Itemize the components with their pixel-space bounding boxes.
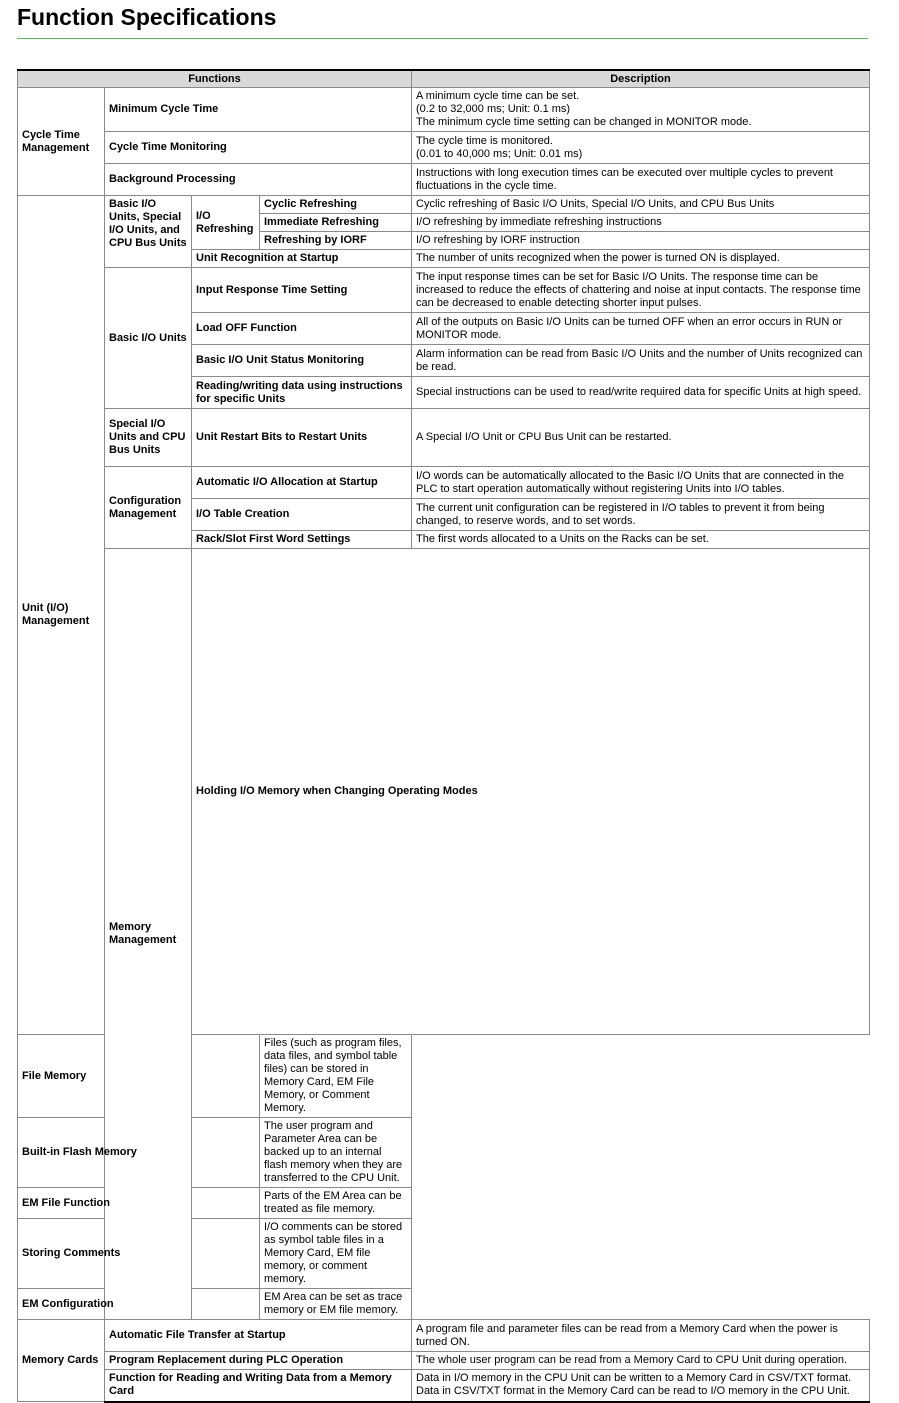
function-input-response-time-setting: Input Response Time Setting <box>192 268 412 313</box>
description-cycle-time-monitoring <box>412 132 870 164</box>
description-io-table-creation: The current unit configuration can be registered in I/O tables to prevent it from being changed, to reserve words, and to set words. <box>412 499 870 531</box>
description-rack-slot-first-word-settings: The first words allocated to a Units on the Racks can be set. <box>412 531 870 549</box>
description-immediate-refreshing: I/O refreshing by immediate refreshing instructions <box>412 214 870 232</box>
function-unit-restart-bits: Unit Restart Bits to Restart Units <box>192 409 412 467</box>
function-built-in-flash-memory: Built-in Flash Memory <box>18 1118 260 1188</box>
description-minimum-cycle-time <box>412 88 870 132</box>
table-row <box>18 196 870 214</box>
header-description: Description <box>412 70 870 88</box>
table-row <box>18 268 870 313</box>
header-functions: Functions <box>18 70 412 88</box>
description-line: Data in CSV/TXT format in the Memory Card can be read to I/O memory in the CPU Unit. <box>416 1385 850 1398</box>
table-row <box>18 1188 870 1219</box>
function-immediate-refreshing: Immediate Refreshing <box>260 214 412 232</box>
subgroup-configuration-management: Configuration Management <box>105 467 192 549</box>
description-file-memory: Files (such as program files, data files, and symbol table files) can be stored in Memory Card, EM File Memory, or Comment Memory. <box>260 1035 412 1118</box>
description-background-processing: Instructions with long execution times can be executed over multiple cycles to prevent fluctuations in the cycle time. <box>412 164 870 196</box>
function-cyclic-refreshing: Cyclic Refreshing <box>260 196 412 214</box>
description-basic-io-unit-status-monitoring: Alarm information can be read from Basic I/O Units and the number of Units recognized can be read. <box>412 345 870 377</box>
function-specifications-table <box>17 69 870 1403</box>
description-refreshing-by-iorf: I/O refreshing by IORF instruction <box>412 232 870 250</box>
page-title: Function Specifications <box>17 4 277 30</box>
group-cycle-time-management: Cycle Time Management <box>18 88 105 196</box>
table-row <box>18 88 870 132</box>
table-row <box>18 1370 870 1402</box>
table-row <box>18 1118 870 1188</box>
function-em-configuration: EM Configuration <box>18 1289 260 1320</box>
function-program-replacement: Program Replacement during PLC Operation <box>105 1352 412 1370</box>
description-em-file-function: Parts of the EM Area can be treated as file memory. <box>260 1188 412 1219</box>
description-em-configuration: EM Area can be set as trace memory or EM file memory. <box>260 1289 412 1320</box>
table-row <box>18 1289 870 1320</box>
function-basic-io-unit-status-monitoring: Basic I/O Unit Status Monitoring <box>192 345 412 377</box>
group-memory-cards: Memory Cards <box>18 1320 105 1402</box>
description-input-response-time-setting: The input response times can be set for Basic I/O Units. The response time can be increased to reduce the effects of chattering and noise at input contacts. The response time can be decreased to enable detecting shorter input pulses. <box>412 268 870 313</box>
function-refreshing-by-iorf: Refreshing by IORF <box>260 232 412 250</box>
function-load-off-function: Load OFF Function <box>192 313 412 345</box>
table-row <box>18 132 870 164</box>
group-unit-io-management: Unit (I/O) Management <box>18 196 105 1035</box>
table-row <box>18 1035 870 1118</box>
function-reading-writing-memory-card: Function for Reading and Writing Data from a Memory Card <box>105 1370 412 1402</box>
description-line: The cycle time is monitored. <box>416 134 553 147</box>
subgroup-io-refreshing: I/O Refreshing <box>192 196 260 250</box>
table-row <box>18 164 870 196</box>
function-cycle-time-monitoring: Cycle Time Monitoring <box>105 132 412 164</box>
table-row <box>18 1219 870 1289</box>
function-automatic-file-transfer: Automatic File Transfer at Startup <box>105 1320 412 1352</box>
function-minimum-cycle-time: Minimum Cycle Time <box>105 88 412 132</box>
description-line: (0.01 to 40,000 ms; Unit: 0.01 ms) <box>416 147 583 160</box>
subgroup-special-io-cpu-bus-units: Special I/O Units and CPU Bus Units <box>105 409 192 467</box>
function-storing-comments: Storing Comments <box>18 1219 260 1289</box>
table-row <box>18 467 870 499</box>
description-line: The minimum cycle time setting can be changed in MONITOR mode. <box>416 116 752 128</box>
description-reading-writing-memory-card <box>412 1370 870 1402</box>
title-divider <box>17 38 868 39</box>
description-built-in-flash-memory: The user program and Parameter Area can be backed up to an internal flash memory when they are transferred to the CPU Unit. <box>260 1118 412 1188</box>
description-unit-recognition-at-startup: The number of units recognized when the power is turned ON is displayed. <box>412 250 870 268</box>
function-background-processing: Background Processing <box>105 164 412 196</box>
subgroup-basic-io-units: Basic I/O Units <box>105 268 192 409</box>
table-row <box>18 1352 870 1370</box>
description-storing-comments: I/O comments can be stored as symbol table files in a Memory Card, EM file memory, or comment memory. <box>260 1219 412 1289</box>
group-memory-management: Memory Management <box>105 549 192 1320</box>
description-reading-writing-data-specific-units: Special instructions can be used to read/write required data for specific Units at high speed. <box>412 377 870 409</box>
description-cyclic-refreshing: Cyclic refreshing of Basic I/O Units, Special I/O Units, and CPU Bus Units <box>412 196 870 214</box>
function-holding-io-memory: Holding I/O Memory when Changing Operating Modes <box>192 549 870 1035</box>
function-reading-writing-data-specific-units: Reading/writing data using instructions for specific Units <box>192 377 412 409</box>
description-line: A minimum cycle time can be set. <box>416 90 580 102</box>
description-unit-restart-bits: A Special I/O Unit or CPU Bus Unit can be restarted. <box>412 409 870 467</box>
description-automatic-io-allocation: I/O words can be automatically allocated to the Basic I/O Units that are connected in the PLC to start operation automatically without registering Units into I/O tables. <box>412 467 870 499</box>
table-row <box>18 1320 870 1352</box>
description-load-off-function: All of the outputs on Basic I/O Units can be turned OFF when an error occurs in RUN or MONITOR mode. <box>412 313 870 345</box>
function-automatic-io-allocation: Automatic I/O Allocation at Startup <box>192 467 412 499</box>
table-header-row <box>18 70 870 88</box>
description-line: (0.2 to 32,000 ms; Unit: 0.1 ms) <box>416 103 571 115</box>
description-automatic-file-transfer: A program file and parameter files can be read from a Memory Card when the power is turned ON. <box>412 1320 870 1352</box>
subgroup-basic-special-cpu-units: Basic I/O Units, Special I/O Units, and CPU Bus Units <box>105 196 192 268</box>
description-program-replacement: The whole user program can be read from a Memory Card to CPU Unit during operation. <box>412 1352 870 1370</box>
table-row <box>18 549 870 1035</box>
function-unit-recognition-at-startup: Unit Recognition at Startup <box>192 250 412 268</box>
function-file-memory: File Memory <box>18 1035 260 1118</box>
description-line: Data in I/O memory in the CPU Unit can be written to a Memory Card in CSV/TXT format. <box>416 1372 852 1385</box>
table-row <box>18 409 870 467</box>
function-rack-slot-first-word-settings: Rack/Slot First Word Settings <box>192 531 412 549</box>
function-em-file-function: EM File Function <box>18 1188 260 1219</box>
function-io-table-creation: I/O Table Creation <box>192 499 412 531</box>
